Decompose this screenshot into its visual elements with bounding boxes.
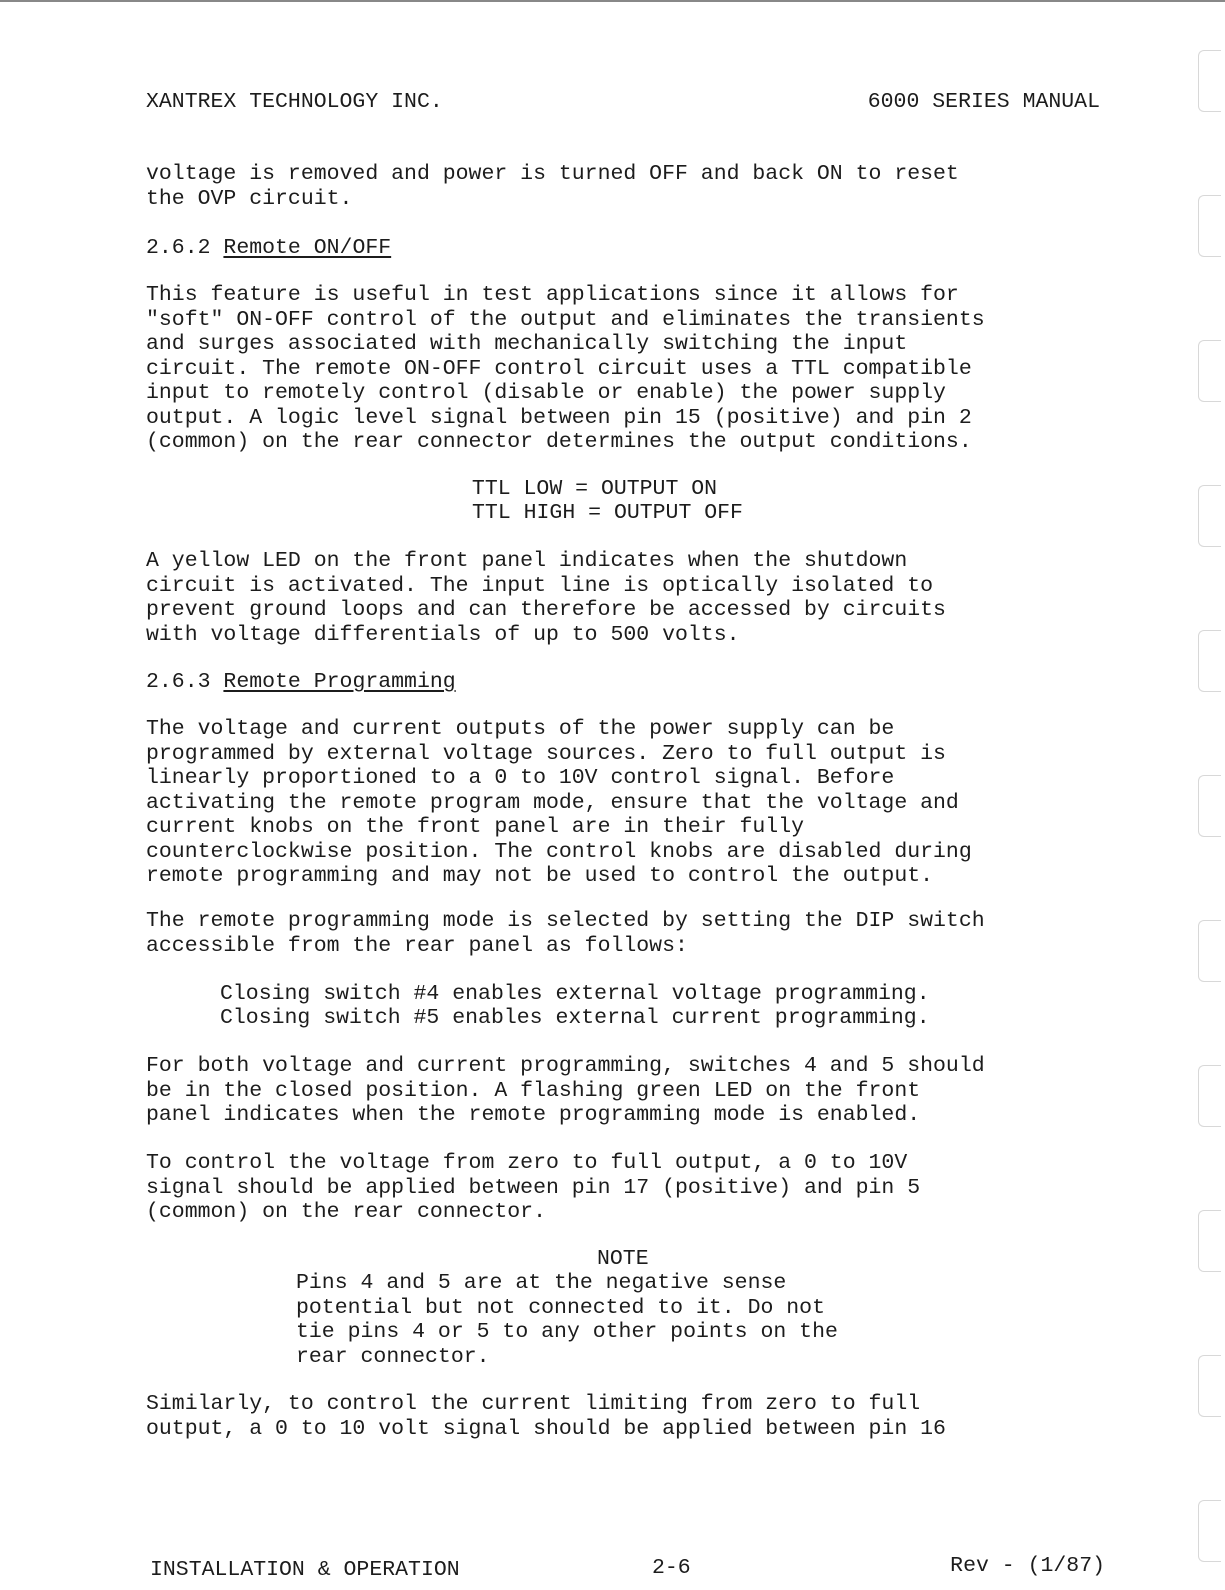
remote-on-off-paragraph <box>146 283 1102 455</box>
switch-4-line: Closing switch #4 enables external voltage programming. <box>220 982 930 1006</box>
scan-edge <box>0 0 1225 2</box>
text-line: output, a 0 to 10 volt signal should be applied between pin 16 <box>146 1416 946 1441</box>
text-line: input to remotely control (disable or enable) the power supply <box>146 381 946 405</box>
text-line: remote programming and may not be used to control the output. <box>146 864 934 888</box>
section-title: Remote ON/OFF <box>223 236 392 260</box>
text-line: potential but not connected to it. Do not <box>296 1295 825 1320</box>
led-paragraph <box>146 549 1102 647</box>
ttl-high-line: TTL HIGH = OUTPUT OFF <box>472 501 743 525</box>
intro-paragraph <box>146 162 1102 211</box>
text-line: Similarly, to control the current limiting from zero to full <box>146 1392 921 1416</box>
voltage-control-paragraph <box>146 1151 1102 1225</box>
ttl-low-line: TTL LOW = OUTPUT ON <box>471 477 718 501</box>
text-line: (common) on the rear connector. <box>146 1200 546 1224</box>
text-line: voltage is removed and power is turned OFF and back ON to reset <box>146 162 959 186</box>
text-line: For both voltage and current programming, switches 4 and 5 should <box>146 1054 985 1078</box>
text-line: the OVP circuit. <box>146 186 353 211</box>
section-heading-remote-on-off <box>146 236 391 261</box>
text-line: rear connector. <box>296 1344 490 1369</box>
text-line: be in the closed position. A flashing green LED on the front <box>146 1078 921 1103</box>
header-manual-title: 6000 SERIES MANUAL <box>867 90 1100 114</box>
scan-binding-edge <box>1195 0 1225 1590</box>
section-title: Remote Programming <box>223 670 456 694</box>
text-line: This feature is useful in test applications since it allows for <box>146 283 959 307</box>
header-company: XANTREX TECHNOLOGY INC. <box>146 90 443 114</box>
text-line: circuit. The remote ON-OFF control circuit uses a TTL compatible <box>146 356 972 381</box>
text-line: output. A logic level signal between pin 15 (positive) and pin 2 <box>146 405 972 430</box>
page-number: 2-6 <box>652 1556 691 1580</box>
text-line: The remote programming mode is selected by setting the DIP switch <box>146 909 985 933</box>
text-line: counterclockwise position. The control knobs are disabled during <box>146 839 972 864</box>
text-line: "soft" ON-OFF control of the output and eliminates the transients <box>146 307 985 332</box>
text-line: A yellow LED on the front panel indicates when the shutdown <box>146 549 908 573</box>
text-line: The voltage and current outputs of the power supply can be <box>146 717 895 741</box>
text-line: activating the remote program mode, ensure that the voltage and <box>146 790 959 815</box>
text-line: programmed by external voltage sources. Zero to full output is <box>146 741 946 766</box>
switches-paragraph <box>146 1054 1102 1128</box>
text-line: To control the voltage from zero to full output, a 0 to 10V <box>146 1151 908 1175</box>
section-number: 2.6.3 <box>146 670 211 694</box>
text-line: current knobs on the front panel are in their fully <box>146 815 805 839</box>
text-line: Pins 4 and 5 are at the negative sense <box>296 1271 787 1295</box>
remote-programming-paragraph <box>146 717 1102 889</box>
section-number: 2.6.2 <box>146 236 211 260</box>
text-line: with voltage differentials of up to 500 volts. <box>146 622 740 647</box>
text-line: and surges associated with mechanically switching the input <box>146 332 908 356</box>
switch-5-line: Closing switch #5 enables external current programming. <box>220 1006 930 1030</box>
text-line: tie pins 4 or 5 to any other points on the <box>296 1320 838 1344</box>
current-control-paragraph <box>146 1392 1102 1441</box>
text-line: prevent ground loops and can therefore be accessed by circuits <box>146 598 946 622</box>
text-line: signal should be applied between pin 17 (positive) and pin 5 <box>146 1175 921 1200</box>
note-body <box>296 1271 956 1369</box>
text-line: accessible from the rear panel as follows: <box>146 933 688 958</box>
dip-switch-paragraph <box>146 909 1102 958</box>
note-title: NOTE <box>597 1247 649 1271</box>
section-heading-remote-programming <box>146 670 456 695</box>
footer-section: INSTALLATION & OPERATION <box>150 1558 460 1582</box>
text-line: panel indicates when the remote programming mode is enabled. <box>146 1103 921 1127</box>
text-line: linearly proportioned to a 0 to 10V control signal. Before <box>146 766 895 790</box>
footer-revision: Rev - (1/87) <box>950 1554 1105 1578</box>
text-line: (common) on the rear connector determines the output conditions. <box>146 430 972 454</box>
text-line: circuit is activated. The input line is optically isolated to <box>146 573 934 598</box>
